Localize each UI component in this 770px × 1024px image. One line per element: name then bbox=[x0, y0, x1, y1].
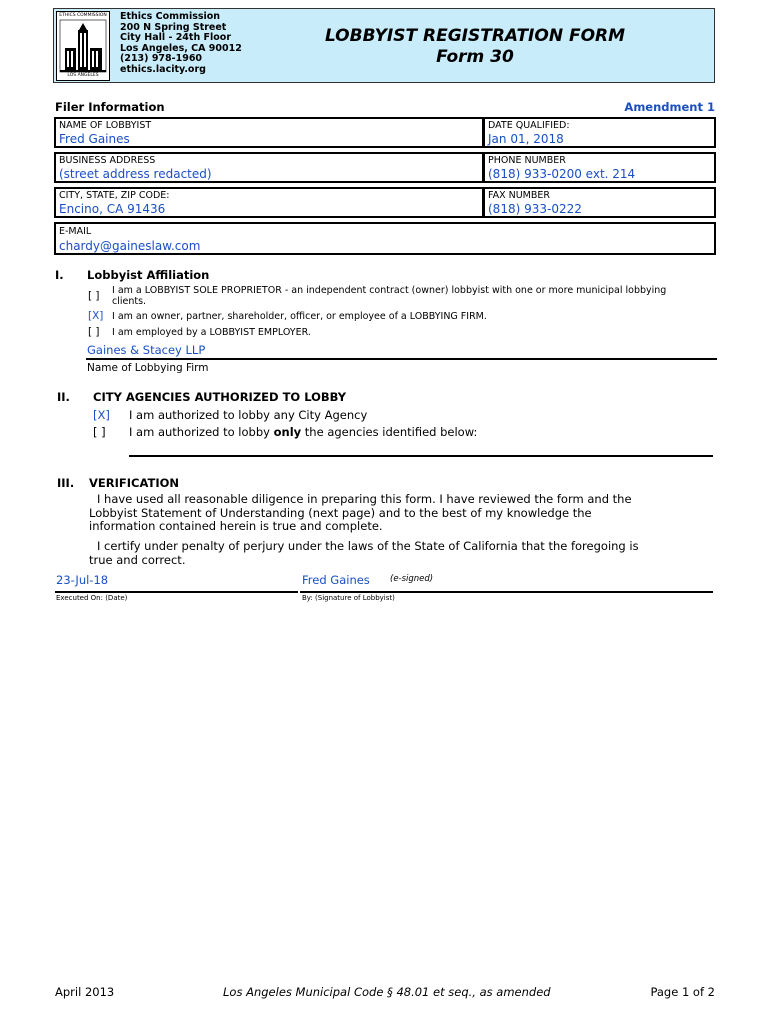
any-agency-text: I am authorized to lobby any City Agency bbox=[129, 408, 368, 422]
executed-date-value[interactable]: 23-Jul-18 bbox=[56, 573, 109, 587]
date-qualified-label: DATE QUALIFIED: bbox=[488, 120, 570, 131]
form-title-block bbox=[260, 26, 690, 68]
firm-name-underline bbox=[86, 358, 717, 360]
fax-number-field[interactable] bbox=[483, 187, 716, 218]
signature-underline bbox=[300, 591, 713, 593]
sole-proprietor-text bbox=[112, 285, 666, 307]
verification-p2-line1: I certify under penalty of perjury under the laws of the State of California that the foregoing is bbox=[97, 539, 639, 553]
any-agency-checkbox[interactable] bbox=[93, 408, 110, 422]
agency-website: ethics.lacity.org bbox=[120, 63, 206, 75]
agency-city: Los Angeles, CA 90012 bbox=[120, 42, 242, 54]
email-value: chardy@gaineslaw.com bbox=[59, 239, 201, 253]
city-state-zip-value: Encino, CA 91436 bbox=[59, 202, 166, 216]
specific-agencies-text-pre: I am authorized to lobby bbox=[129, 425, 274, 439]
logo-bottom-text: LOS ANGELES bbox=[67, 73, 99, 78]
footer-municipal-code: Los Angeles Municipal Code § 48.01 et seq., as amended bbox=[223, 985, 551, 999]
agencies-underline bbox=[129, 455, 713, 457]
lobbying-firm-text: I am an owner, partner, shareholder, officer, or employee of a LOBBYING FIRM. bbox=[112, 311, 487, 322]
specific-agencies-text-post: the agencies identified below: bbox=[301, 425, 478, 439]
phone-number-field[interactable] bbox=[483, 152, 716, 183]
date-qualified-value: Jan 01, 2018 bbox=[488, 132, 564, 146]
phone-number-label: PHONE NUMBER bbox=[488, 155, 566, 166]
lobbyist-name-value: Fred Gaines bbox=[59, 132, 130, 146]
lobbyist-name-field[interactable] bbox=[54, 117, 484, 148]
fax-number-value: (818) 933-0222 bbox=[488, 202, 582, 216]
section-2-number: II. bbox=[57, 390, 70, 404]
city-state-zip-label: CITY, STATE, ZIP CODE: bbox=[59, 190, 170, 201]
lobbyist-name-label: NAME OF LOBBYIST bbox=[59, 120, 152, 131]
verification-p2-line2: true and correct. bbox=[89, 552, 186, 567]
specific-agencies-text bbox=[129, 425, 477, 439]
business-address-value: (street address redacted) bbox=[59, 167, 212, 181]
section-1-number: I. bbox=[55, 268, 64, 282]
lobbying-firm-mark: [X] bbox=[88, 310, 104, 322]
email-label: E-MAIL bbox=[59, 226, 92, 237]
executed-date-underline bbox=[55, 591, 298, 593]
agency-floor: City Hall - 24th Floor bbox=[120, 32, 232, 43]
lobbying-firm-name-value[interactable]: Gaines & Stacey LLP bbox=[87, 343, 206, 357]
lobbying-firm-name-label: Name of Lobbying Firm bbox=[87, 362, 209, 374]
lobbyist-employer-checkbox[interactable]: [ ] bbox=[88, 326, 100, 338]
city-state-zip-field[interactable] bbox=[54, 187, 484, 218]
date-qualified-field[interactable] bbox=[483, 117, 716, 148]
lobbying-firm-checkbox[interactable] bbox=[88, 310, 103, 322]
agency-name: Ethics Commission bbox=[120, 11, 221, 22]
agency-street: 200 N Spring Street bbox=[120, 21, 227, 33]
footer-revision-date: April 2013 bbox=[55, 985, 115, 999]
signature-value[interactable]: Fred Gaines bbox=[302, 573, 370, 587]
section-3-heading: VERIFICATION bbox=[89, 476, 179, 490]
section-3-number: III. bbox=[57, 476, 75, 490]
section-1-heading: Lobbyist Affiliation bbox=[87, 268, 210, 282]
business-address-label: BUSINESS ADDRESS bbox=[59, 155, 156, 166]
form-number: Form 30 bbox=[436, 47, 514, 67]
ethics-commission-logo bbox=[56, 11, 110, 81]
e-signed-note: (e-signed) bbox=[390, 574, 434, 584]
section-2-heading: CITY AGENCIES AUTHORIZED TO LOBBY bbox=[93, 390, 347, 404]
sole-proprietor-text-line2: clients. bbox=[112, 296, 147, 307]
lobbyist-employer-text: I am employed by a LOBBYIST EMPLOYER. bbox=[112, 327, 311, 338]
agency-address bbox=[120, 12, 242, 75]
specific-agencies-text-only: only bbox=[273, 425, 302, 439]
verification-p1-line3: information contained herein is true and complete. bbox=[89, 519, 383, 533]
any-agency-mark: [X] bbox=[93, 408, 110, 422]
business-address-field[interactable] bbox=[54, 152, 484, 183]
logo-top-text: ETHICS COMMISSION bbox=[59, 13, 107, 18]
verification-paragraph-1 bbox=[89, 493, 632, 534]
sole-proprietor-text-line1: I am a LOBBYIST SOLE PROPRIETOR - an independent contract (owner) lobbyist with one or more municipal lobbying bbox=[112, 285, 667, 296]
sole-proprietor-checkbox[interactable]: [ ] bbox=[88, 290, 100, 302]
specific-agencies-checkbox[interactable]: [ ] bbox=[93, 425, 106, 439]
email-field[interactable] bbox=[54, 222, 716, 255]
phone-number-value: (818) 933-0200 ext. 214 bbox=[488, 167, 636, 181]
amendment-label: Amendment 1 bbox=[624, 100, 715, 114]
signature-label: By: (Signature of Lobbyist) bbox=[302, 594, 395, 602]
verification-paragraph-2 bbox=[89, 540, 639, 567]
executed-date-label: Executed On: (Date) bbox=[56, 594, 128, 602]
verification-p1-line1: I have used all reasonable diligence in preparing this form. I have reviewed the form and the bbox=[97, 492, 632, 506]
filer-info-heading: Filer Information bbox=[55, 100, 165, 114]
form-title: LOBBYIST REGISTRATION FORM bbox=[324, 26, 626, 46]
fax-number-label: FAX NUMBER bbox=[488, 190, 550, 201]
city-hall-icon bbox=[57, 12, 110, 81]
agency-phone: (213) 978-1960 bbox=[120, 53, 203, 64]
verification-p1-line2: Lobbyist Statement of Understanding (next page) and to the best of my knowledge the bbox=[89, 505, 592, 520]
footer-page-number: Page 1 of 2 bbox=[650, 985, 715, 999]
